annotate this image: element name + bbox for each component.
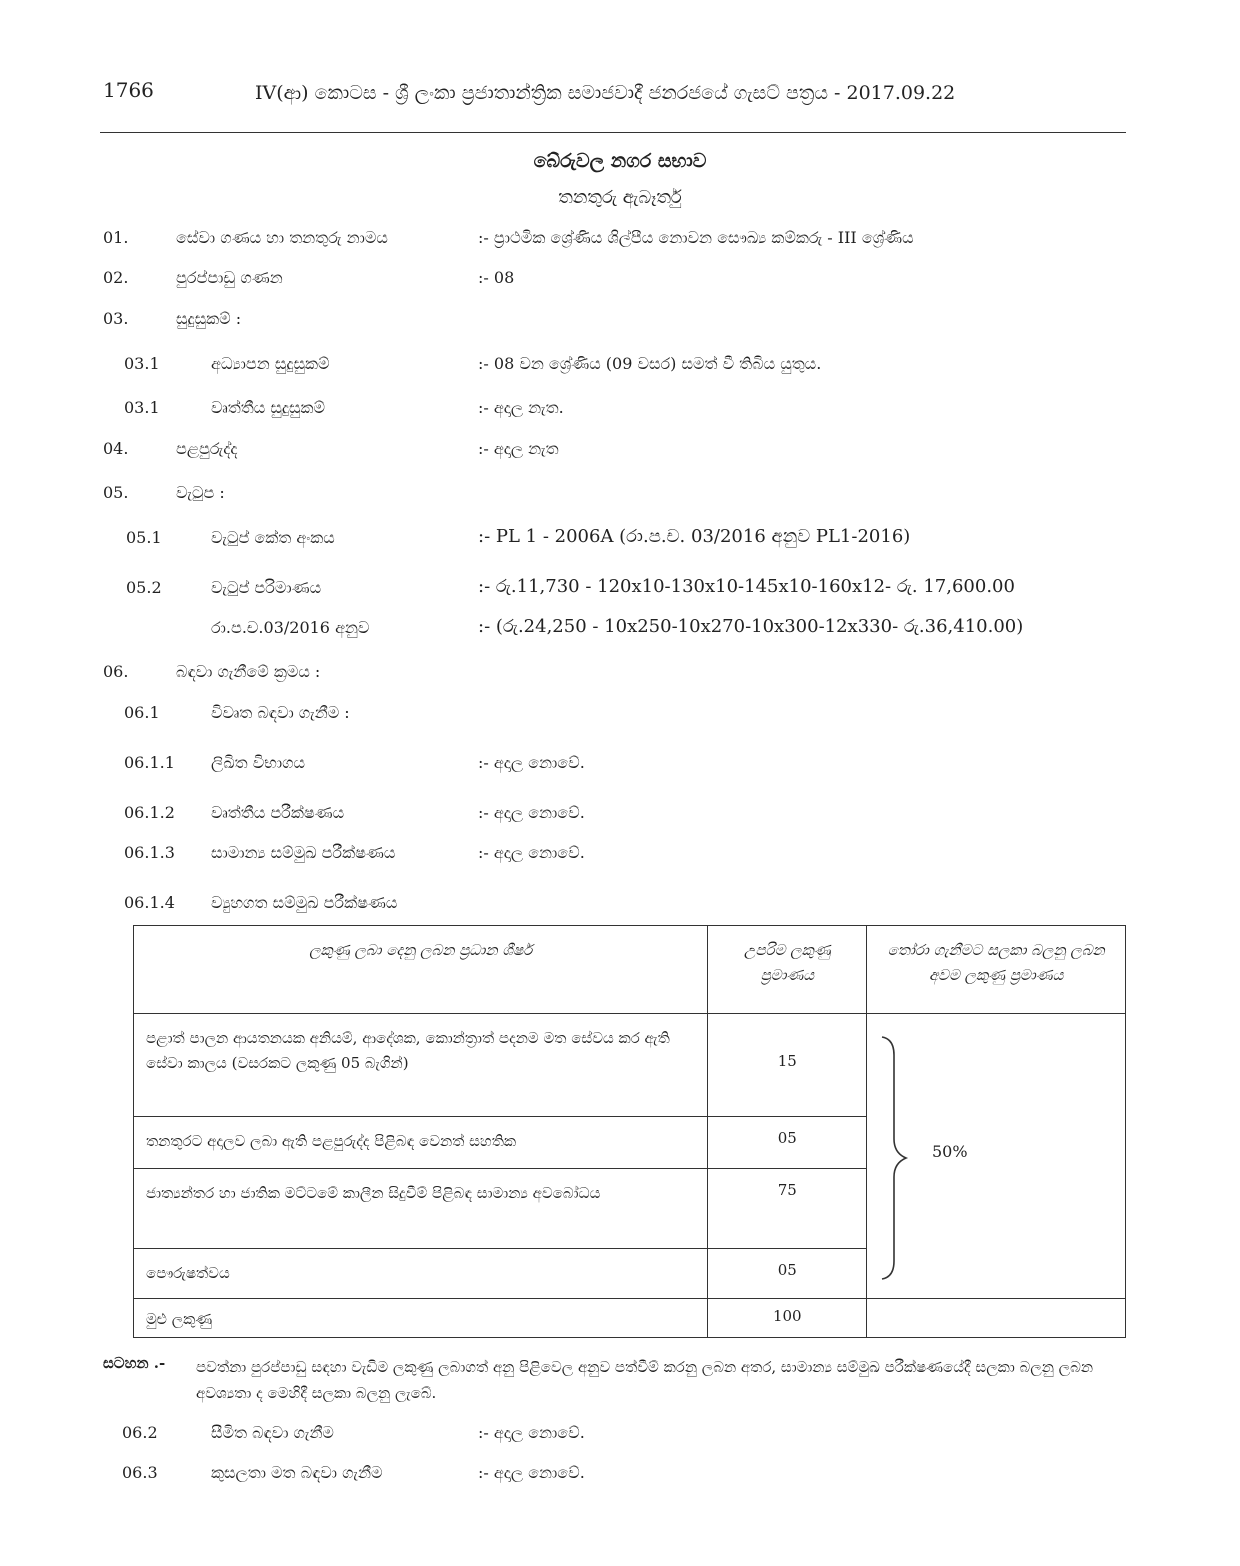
item-number: 06.1.4 — [124, 893, 175, 912]
item-label: වෘත්තීය පරීක්ෂණය — [211, 803, 345, 822]
item-label: බඳවා ගැනීමේ ක්‍රමය : — [176, 662, 321, 681]
item-number: 03. — [103, 309, 129, 328]
item-value: :- අදාල නොවේ. — [478, 753, 585, 772]
item-label: සේවා ගණය හා තනතුරු නාමය — [176, 228, 388, 247]
item-label: වැටුප : — [176, 483, 225, 502]
header-min-marks: තෝරා ගැනීමට සලකා බලනු ලබන අවම ලකුණු ප්‍රමාණය — [867, 926, 1126, 1014]
note-label: සටහන .- — [103, 1354, 166, 1372]
item-number: 06.1.1 — [124, 753, 175, 772]
item-value: :- අදාල නොවේ. — [478, 1463, 585, 1482]
item-label: ලිඛිත විභාගය — [211, 753, 306, 772]
note-text: පවත්නා පුරප්පාඩු සඳහා වැඩිම ලකුණු ලබාගත් අනු පිළිවෙල අනුව පත්වීම් කරනු ලබන අතර, සාමාන්‍ය සම්මුඛ පරීක්ෂණයේදී සලකා බලනු ලබන අවශ්‍යතා ද මෙහිදී සලකා බලනු ලැබේ. — [196, 1358, 1094, 1402]
item-label: සීමිත බඳවා ගැනීම — [211, 1423, 334, 1442]
table-header-row — [134, 926, 1126, 1014]
topic-cell: පෞරුෂත්වය — [134, 1249, 708, 1299]
item-number: 01. — [103, 228, 129, 247]
item-value: :- 08 වන ශ්‍රේණිය (09 වසර) සමත් වී තිබිය යුතුය. — [478, 354, 822, 373]
marks-cell: 15 — [708, 1014, 867, 1117]
item-value: :- 08 — [478, 268, 515, 287]
item-label: වැටුප් කේත අංකය — [211, 528, 335, 547]
item-number: 05. — [103, 483, 129, 502]
page-number: 1766 — [103, 78, 154, 102]
total-label-cell: මුළු ලකුණු — [134, 1299, 708, 1338]
table-total-row — [134, 1299, 1126, 1338]
item-value: :- අදාල නොවේ. — [478, 803, 585, 822]
topic-cell: ජාත්‍යන්තර හා ජාතික මට්ටමේ කාලීන සිදුවීම් පිළිබඳ සාමාන්‍ය අවබෝධය — [134, 1169, 708, 1249]
item-value: :- අදාල නොවේ. — [478, 843, 585, 862]
item-label: සාමාන්‍ය සම්මුඛ පරීක්ෂණය — [211, 843, 396, 862]
item-number: 06.1 — [124, 703, 160, 722]
item-label: පුරප්පාඩු ගණන — [176, 268, 283, 287]
total-empty-cell — [867, 1299, 1126, 1338]
min-percent-value: 50% — [932, 1142, 968, 1161]
item-label: අධ්‍යාපන සුදුසුකම් — [211, 354, 330, 373]
item-number: 03.1 — [124, 398, 160, 417]
item-number: 06.2 — [122, 1423, 158, 1442]
item-number: 05.2 — [126, 578, 162, 597]
item-value: :- අදාල නැත — [478, 439, 559, 458]
item-number: 06. — [103, 662, 129, 681]
item-number: 03.1 — [124, 354, 160, 373]
council-name: බේරුවල නගර සභාව — [533, 150, 707, 172]
item-value: :- අදාල නොවේ. — [478, 1423, 585, 1442]
notice-subtitle: තනතුරු ඇබෑර්තු — [558, 187, 682, 208]
item-label: වැටුප් පරිමාණය — [211, 578, 322, 597]
item-label: කුසලතා මත බඳවා ගැනීම — [211, 1463, 383, 1482]
item-value: :- රු.11,730 - 120x10-130x10-145x10-160x12- රු. 17,600.00 — [478, 576, 1015, 597]
item-label: පළපුරුද්ද — [176, 439, 238, 458]
marks-table — [133, 925, 1126, 1338]
item-number: 04. — [103, 439, 129, 458]
item-number: 06.3 — [122, 1463, 158, 1482]
topic-cell: තනතුරට අදාලව ලබා ඇති පළපුරුද්ද පිළිබඳ වෙනත් සහතික — [134, 1117, 708, 1169]
item-number: 02. — [103, 268, 129, 287]
item-label: විවෘත බඳවා ගැනීම : — [211, 703, 350, 722]
item-label: වෘත්තීය සුදුසුකම් — [211, 398, 325, 417]
header-max-marks: උපරිම ලකුණු ප්‍රමාණය — [708, 926, 867, 1014]
marks-cell: 75 — [708, 1169, 867, 1249]
item-value: :- (රු.24,250 - 10x250-10x270-10x300-12x330- රු.36,410.00) — [478, 616, 1024, 637]
item-number: 06.1.2 — [124, 803, 175, 822]
item-label: රා.ප.ච.03/2016 අනුව — [211, 618, 370, 637]
marks-cell: 05 — [708, 1249, 867, 1299]
item-label: ව්‍යුහගත සම්මුඛ පරීක්ෂණය — [211, 893, 398, 912]
header-divider — [100, 132, 1126, 133]
item-value: :- අදාල නැත. — [478, 398, 564, 417]
item-number: 06.1.3 — [124, 843, 175, 862]
header-main-topics: ලකුණු ලබා දෙනු ලබන ප්‍රධාන ශීර්ෂ — [134, 926, 708, 1014]
curly-brace-icon — [880, 1035, 910, 1281]
item-value: :- ප්‍රාථමික ශ්‍රේණිය ශිල්පීය නොවන සෞඛ්‍ය කම්කරු - III ශ්‍රේණිය — [478, 228, 914, 247]
total-marks-cell: 100 — [708, 1299, 867, 1338]
marks-cell: 05 — [708, 1117, 867, 1169]
gazette-header-title: IV(ආ) කොටස - ශ්‍රී ලංකා ප්‍රජාතාන්ත්‍රික සමාජවාදී ජනරජයේ ගැසට් පත්‍රය - 2017.09.22 — [255, 82, 956, 104]
item-value: :- PL 1 - 2006A (රා.ප.ච. 03/2016 අනුව PL1-2016) — [478, 526, 911, 547]
item-number: 05.1 — [126, 528, 162, 547]
table-row — [134, 1014, 1126, 1117]
item-label: සුදුසුකම් : — [176, 309, 242, 328]
topic-cell: පළාත් පාලන ආයතනයක අනියම්, ආදේශක, කොන්ත්‍රාත් පදනම මත සේවය කර ඇති සේවා කාලය (වසරකට ලකුණු 05 බැගින්) — [134, 1014, 708, 1117]
